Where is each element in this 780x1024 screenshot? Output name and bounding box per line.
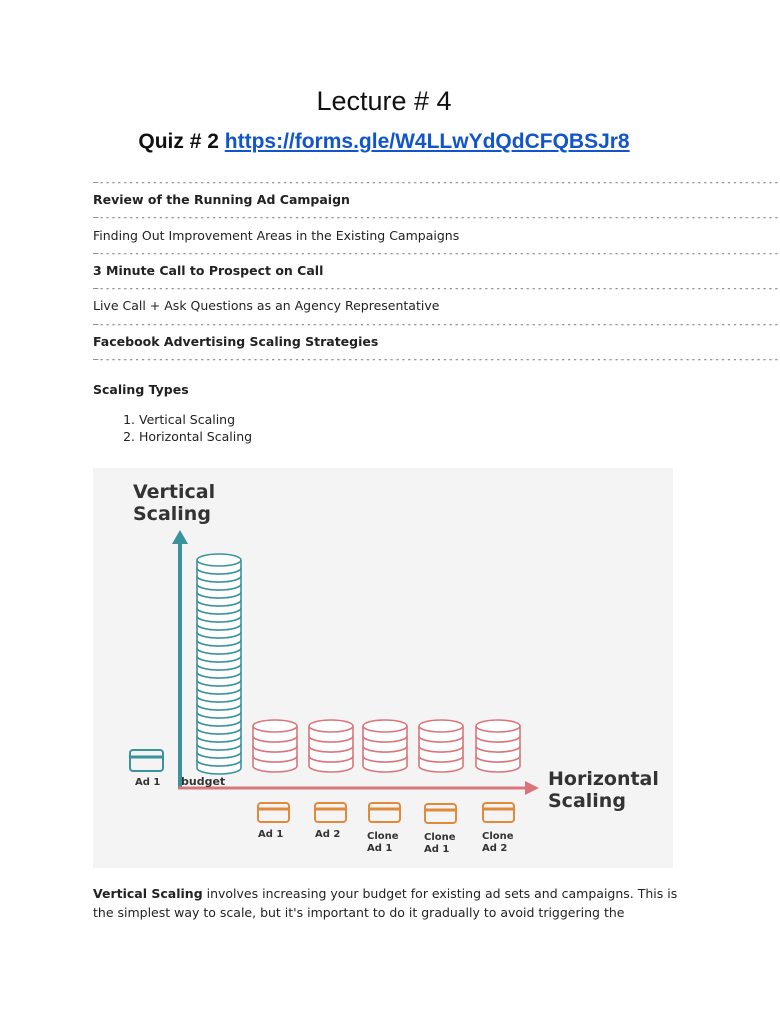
- ad-card-icon: [130, 750, 163, 771]
- agenda-item: Review of the Running Ad Campaign: [93, 192, 350, 207]
- divider: —-------------------------------------------------------------------------------------------------------------------: [93, 178, 780, 188]
- budget-coin-stack: [197, 554, 241, 774]
- card-label: Ad 1: [424, 844, 450, 855]
- coin: [476, 720, 520, 742]
- agenda-item: Live Call + Ask Questions as an Agency Representative: [93, 298, 440, 313]
- coin: [419, 720, 463, 742]
- agenda-item: Finding Out Improvement Areas in the Existing Campaigns: [93, 228, 460, 243]
- vertical-arrow-head: [172, 530, 188, 544]
- ad1-label: Ad 1: [135, 777, 161, 788]
- card-label: Clone: [424, 832, 456, 843]
- quiz-link[interactable]: https://forms.gle/W4LLwYdQdCFQBSJr8: [224, 130, 630, 153]
- card-label: Clone: [482, 831, 514, 842]
- quiz-line: [0, 130, 768, 154]
- paragraph-text: involves increasing your budget for existing ad sets and campaigns. This is the simplest way to scale, but it's important to do it gradually to avoid triggering the: [93, 886, 678, 920]
- bottom-card-icon: [258, 803, 289, 822]
- coin: [363, 720, 407, 742]
- card-label: Clone: [367, 831, 399, 842]
- agenda-item: Facebook Advertising Scaling Strategies: [93, 334, 379, 349]
- coin: [253, 720, 297, 742]
- body-paragraph: [93, 884, 683, 922]
- quiz-label: Quiz # 2: [138, 130, 225, 153]
- divider: —-------------------------------------------------------------------------------------------------------------------: [93, 284, 780, 294]
- vertical-label: Vertical: [133, 481, 216, 503]
- card-label: Ad 1: [258, 829, 284, 840]
- list-item: 2. Horizontal Scaling: [139, 428, 252, 445]
- scaling-heading: Scaling Types: [93, 382, 189, 397]
- coin: [309, 720, 353, 742]
- agenda-item: 3 Minute Call to Prospect on Call: [93, 263, 324, 278]
- divider: —-------------------------------------------------------------------------------------------------------------------: [93, 249, 780, 259]
- horizontal-label: Horizontal: [548, 768, 659, 790]
- bottom-card-icon: [483, 803, 514, 822]
- horizontal-coin-stacks: [253, 720, 520, 772]
- bottom-card-icon: [369, 803, 400, 822]
- scaling-figure: [93, 468, 673, 868]
- vertical-label: Scaling: [133, 503, 211, 525]
- page-title: Lecture # 4: [316, 86, 452, 116]
- scaling-diagram: [93, 468, 673, 868]
- divider: —-------------------------------------------------------------------------------------------------------------------: [93, 213, 780, 223]
- horizontal-label: Scaling: [548, 790, 626, 812]
- bottom-card-icon: [315, 803, 346, 822]
- card-label: Ad 2: [482, 843, 508, 854]
- card-label: Ad 2: [315, 829, 341, 840]
- paragraph-lead: Vertical Scaling: [93, 886, 203, 901]
- scaling-list: [93, 411, 252, 445]
- list-item: 1. Vertical Scaling: [139, 411, 252, 428]
- divider: —-------------------------------------------------------------------------------------------------------------------: [93, 355, 780, 365]
- bottom-card-icon: [425, 804, 456, 823]
- horizontal-arrow-head: [525, 781, 539, 795]
- budget-label: budget: [181, 775, 226, 788]
- divider: —-------------------------------------------------------------------------------------------------------------------: [93, 320, 780, 330]
- coin: [197, 554, 241, 574]
- card-label: Ad 1: [367, 843, 393, 854]
